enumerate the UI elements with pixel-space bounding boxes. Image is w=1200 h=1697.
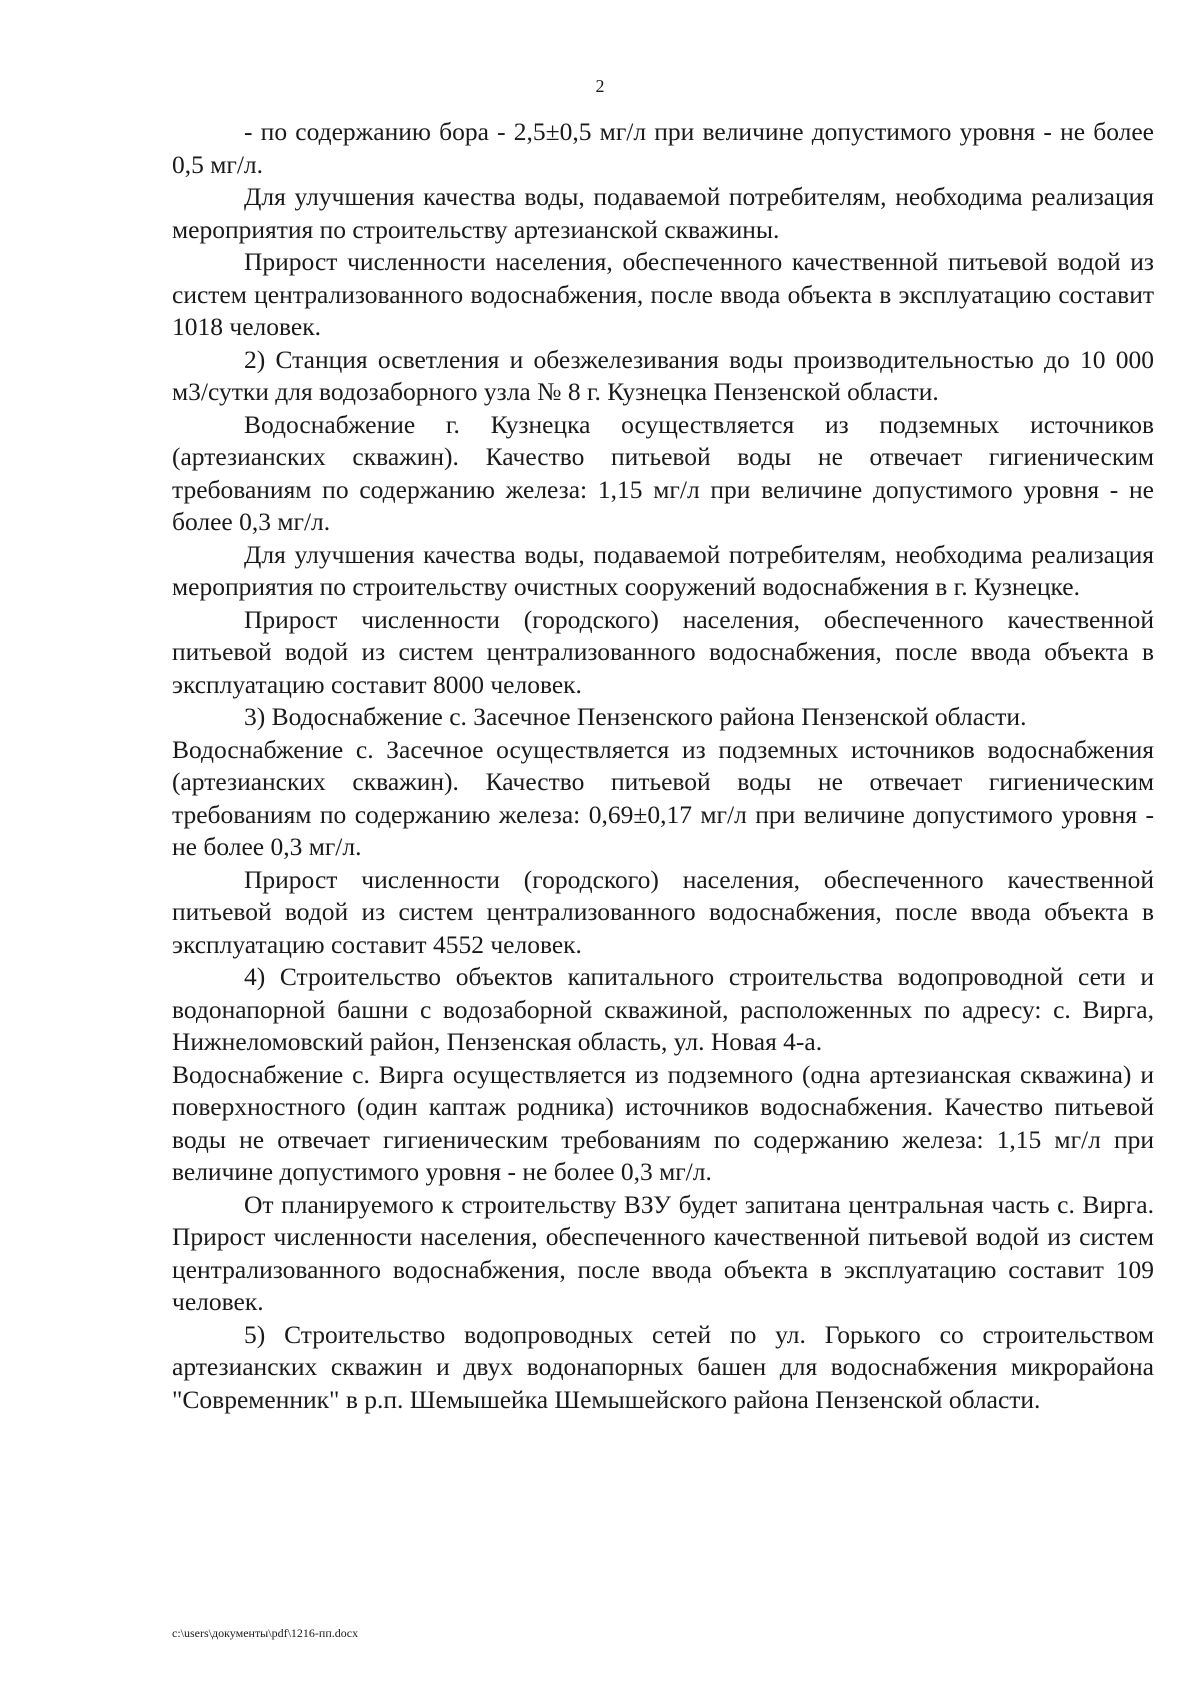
paragraph-item-5-heading: 5) Строительство водопроводных сетей по ул. Горького со строительством артезианских скважин и двух водонапорных башен для водоснабжения микрорайона "Современник" в р.п. Шемышейка Шемышейского района Пензенской области. [172,1319,1154,1414]
footer-file-path: c:\users\документы\pdf\1216-пп.docx [172,1626,359,1640]
paragraph-item-4-heading: 4) Строительство объектов капитального строительства водопроводной сети и водонапорной башни с водозаборной скважиной, расположенных по адресу: с. Вирга, Нижнеломовский район, Пензенская область, ул. Новая 4-а. [172,962,1154,1056]
paragraph-population-growth-2: Прирост численности (городского) населения, обеспеченного качественной питьевой водой из систем централизованного водоснабжения, после ввода объекта в эксплуатацию составит 8000 человек. [172,604,1154,699]
paragraph-zasechnoe-supply: Водоснабжение с. Засечное осуществляется из подземных источников водоснабжения (артезианских скважин). Качество питьевой воды не отвечает гигиеническим требованиям по содержанию железа: 0,69±0,17 мг/л при величине допустимого уровня - не более 0,3 мг/л. [172,734,1154,861]
page-number: 2 [595,76,605,96]
paragraph-boron: - по содержанию бора - 2,5±0,5 мг/л при величине допустимого уровня - не более 0,5 мг/л. [172,117,1154,179]
paragraph-kuznetsk-supply: Водоснабжение г. Кузнецка осуществляется из подземных источников (артезианских скважин). Качество питьевой воды не отвечает гигиеническим требованиям по содержанию железа: 1,15 мг/л при величине допустимого уровня - не более 0,3 мг/л. [172,409,1154,536]
document-body [172,116,1154,1416]
paragraph-water-quality-measure-1: Для улучшения качества воды, подаваемой потребителям, необходима реализация мероприятия по строительству артезианской скважины. [172,182,1154,244]
paragraph-virga-supply: Водоснабжение с. Вирга осуществляется из подземного (одна артезианская скважина) и поверхностного (один каптаж родника) источников водоснабжения. Качество питьевой воды не отвечает гигиеническим требованиям по содержанию железа: 1,15 мг/л при величине допустимого уровня - не более 0,3 мг/л. [172,1059,1154,1186]
paragraph-item-3-heading: 3) Водоснабжение с. Засечное Пензенского района Пензенской области. [244,702,1027,731]
paragraph-population-growth-1: Прирост численности населения, обеспеченного качественной питьевой водой из систем централизованного водоснабжения, после ввода объекта в эксплуатацию составит 1018 человек. [172,247,1154,341]
paragraph-population-growth-4: От планируемого к строительству ВЗУ будет запитана центральная часть с. Вирга. Прирост численности населения, обеспеченного качественной питьевой водой из систем централизованного водоснабжения, после ввода объекта в эксплуатацию составит 109 человек. [172,1189,1154,1316]
paragraph-item-2-heading: 2) Станция осветления и обезжелезивания воды производительностью до 10 000 м3/сутки для водозаборного узла № 8 г. Кузнецка Пензенской области. [172,344,1154,406]
paragraph-water-quality-measure-2: Для улучшения качества воды, подаваемой потребителям, необходима реализация мероприятия по строительству очистных сооружений водоснабжения в г. Кузнецке. [172,539,1154,601]
paragraph-population-growth-3: Прирост численности (городского) населения, обеспеченного качественной питьевой водой из систем централизованного водоснабжения, после ввода объекта в эксплуатацию составит 4552 человек. [172,864,1154,959]
